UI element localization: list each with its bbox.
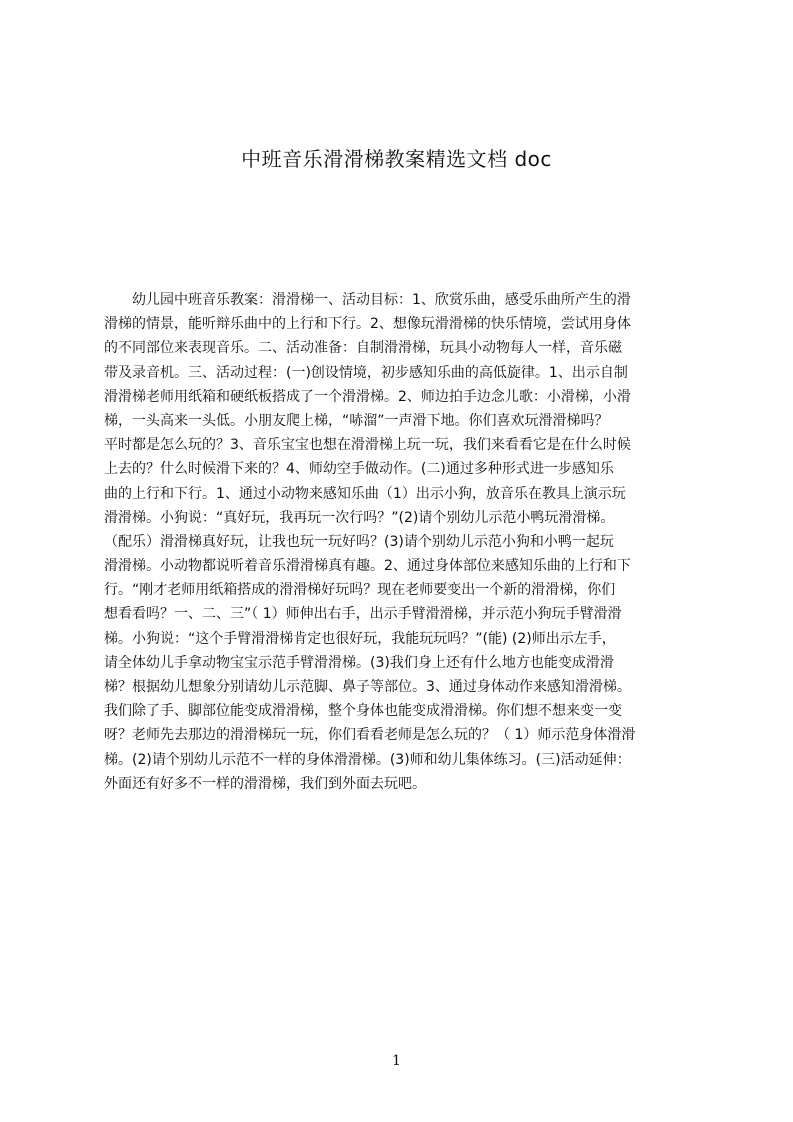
body-line: 我们除了手、脚部位能变成滑滑梯，整个身体也能变成滑滑梯。你们想不想来变一变 xyxy=(104,703,622,720)
page-number: 1 xyxy=(392,1053,401,1069)
body-line: 滑滑梯。小狗说：“真好玩，我再玩一次行吗？”(2)请个别幼儿示范小鸭玩滑滑梯。 xyxy=(104,509,615,526)
body-line: 的不同部位来表现音乐。二、活动准备：自制滑滑梯，玩具小动物每人一样，音乐磁 xyxy=(104,340,622,357)
body-line: 梯。小狗说：“这个手臂滑滑梯肯定也很好玩，我能玩玩吗？”(能) (2)师出示左手， xyxy=(104,630,616,647)
body-line: 梯。(2)请个别幼儿示范不一样的身体滑滑梯。(3)师和幼儿集体练习。(三)活动延伸： xyxy=(104,751,631,768)
body-line: 梯？根据幼儿想象分别请幼儿示范脚、鼻子等部位。3、通过身体动作来感知滑滑梯。 xyxy=(104,679,631,695)
body-line: 曲的上行和下行。1、通过小动物来感知乐曲（1）出示小狗，放音乐在教具上演示玩 xyxy=(104,485,626,502)
body-line: 上去的？什么时候滑下来的？4、师幼空手做动作。(二)通过多种形式进一步感知乐 xyxy=(104,461,614,478)
body-paragraph xyxy=(104,288,698,796)
body-line: 平时都是怎么玩的？3、音乐宝宝也想在滑滑梯上玩一玩，我们来看看它是在什么时候 xyxy=(104,437,631,454)
body-line: 呀？老师先去那边的滑滑梯玩一玩，你们看看老师是怎么玩的？（ 1）师示范身体滑滑 xyxy=(104,727,636,744)
body-line: 带及录音机。三、活动过程：(一)创设情境，初步感知乐曲的高低旋律。1、出示自制 xyxy=(104,364,628,381)
body-line: 幼儿园中班音乐教案：滑滑梯一、活动目标：1、欣赏乐曲，感受乐曲所产生的滑 xyxy=(104,292,631,308)
body-line: 想看看吗？一、二、三”（ 1）师伸出右手，出示手臂滑滑梯，并示范小狗玩手臂滑滑 xyxy=(104,606,622,623)
body-line: 外面还有好多不一样的滑滑梯，我们到外面去玩吧。 xyxy=(104,775,426,792)
document-title: 中班音乐滑滑梯教案精选文档 doc xyxy=(241,147,552,171)
body-line: 滑梯的情景，能听辩乐曲中的上行和下行。2、想像玩滑滑梯的快乐情境，尝试用身体 xyxy=(104,316,631,333)
body-line: 梯，一头高来一头低。小朋友爬上梯，“哧溜”一声滑下地。你们喜欢玩滑滑梯吗？ xyxy=(104,412,609,429)
body-line: 行。“刚才老师用纸箱搭成的滑滑梯好玩吗？现在老师要变出一个新的滑滑梯，你们 xyxy=(104,582,616,599)
body-line: 滑滑梯。小动物都说听着音乐滑滑梯真有趣。2、通过身体部位来感知乐曲的上行和下 xyxy=(104,558,631,575)
body-line: 滑滑梯老师用纸箱和硬纸板搭成了一个滑滑梯。2、师边拍手边念儿歌：小滑梯，小滑 xyxy=(104,388,631,405)
body-line: 请全体幼儿手拿动物宝宝示范手臂滑滑梯。(3)我们身上还有什么地方也能变成滑滑 xyxy=(104,654,614,671)
body-line: （配乐）滑滑梯真好玩，让我也玩一玩好吗？(3)请个别幼儿示范小狗和小鸭一起玩 xyxy=(104,533,614,550)
